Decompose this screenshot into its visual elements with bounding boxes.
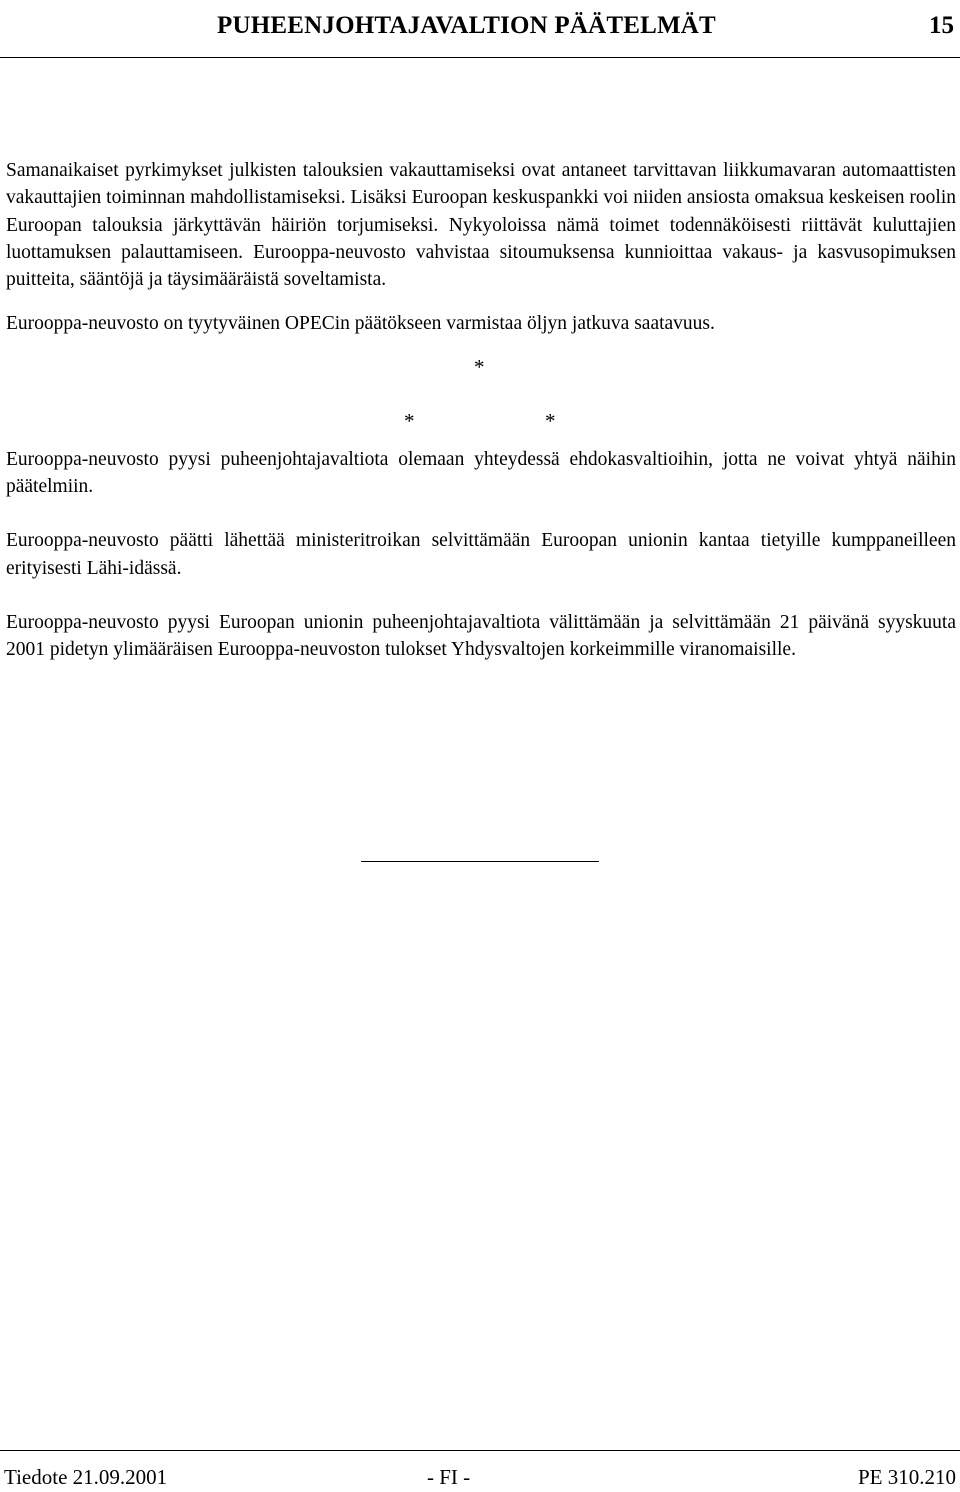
footer-release-date: Tiedote 21.09.2001 (4, 1465, 168, 1489)
paragraph-fiscal-consolidation: Samanaikaiset pyrkimykset julkisten talouksien vakauttamiseksi ovat antaneet tarvittavan liikkumavaran automaattisten vakauttajien toiminnan mahdollistamiseksi. Lisäksi Euroopan keskuspankki voi niiden ansiosta omaksua keskeisen roolin Euroopan talouksia järkyttävän häiriön torjumiseksi. Nykyoloissa nämä toimet todennäköisesti riittävät kuluttajien luottamuksen palauttamiseen. Eurooppa-neuvosto vahvistaa sitoumuksensa kunnioittaa vakaus- ja kasvusopimuksen puitteita, sääntöjä ja täysimääräistä soveltamista. (6, 160, 956, 291)
asterisk-separator (6, 338, 956, 446)
page-header (0, 0, 960, 58)
paragraph-opec: Eurooppa-neuvosto on tyytyväinen OPECin päätökseen varmistaa öljyn jatkuva saatavuus. (6, 313, 715, 335)
document-body (6, 157, 956, 664)
asterisk-top: * (474, 354, 485, 379)
page-number: 15 (929, 12, 954, 39)
paragraph-us-authorities: Eurooppa-neuvosto pyysi Euroopan unionin puheenjohtajavaltiota välittämään ja selvittämään 21 päivänä syyskuuta 2001 pidetyn ylimääräisen Eurooppa-neuvoston tulokset Yhdysvaltojen korkeimmille viranomaisille. (6, 611, 956, 661)
footer-language: - FI - (427, 1465, 471, 1489)
paragraph-candidate-countries: Eurooppa-neuvosto pyysi puheenjohtajavaltiota olemaan yhteydessä ehdokasvaltioihin, jotta ne voivat yhtyä näihin päätelmiin. (6, 448, 956, 498)
page-title: PUHEENJOHTAJAVALTION PÄÄTELMÄT (217, 12, 716, 39)
paragraph-ministerial-troika: Eurooppa-neuvosto päätti lähettää ministeritroikan selvittämään Euroopan unionin kantaa tietyille kumppaneilleen erityisesti Lähi-idässä. (6, 530, 956, 579)
end-rule (361, 861, 599, 862)
footer-document-ref: PE 310.210 (857, 1465, 956, 1489)
asterisk-left: * (404, 408, 415, 433)
page-footer (0, 1450, 960, 1492)
asterisk-right: * (545, 408, 556, 433)
